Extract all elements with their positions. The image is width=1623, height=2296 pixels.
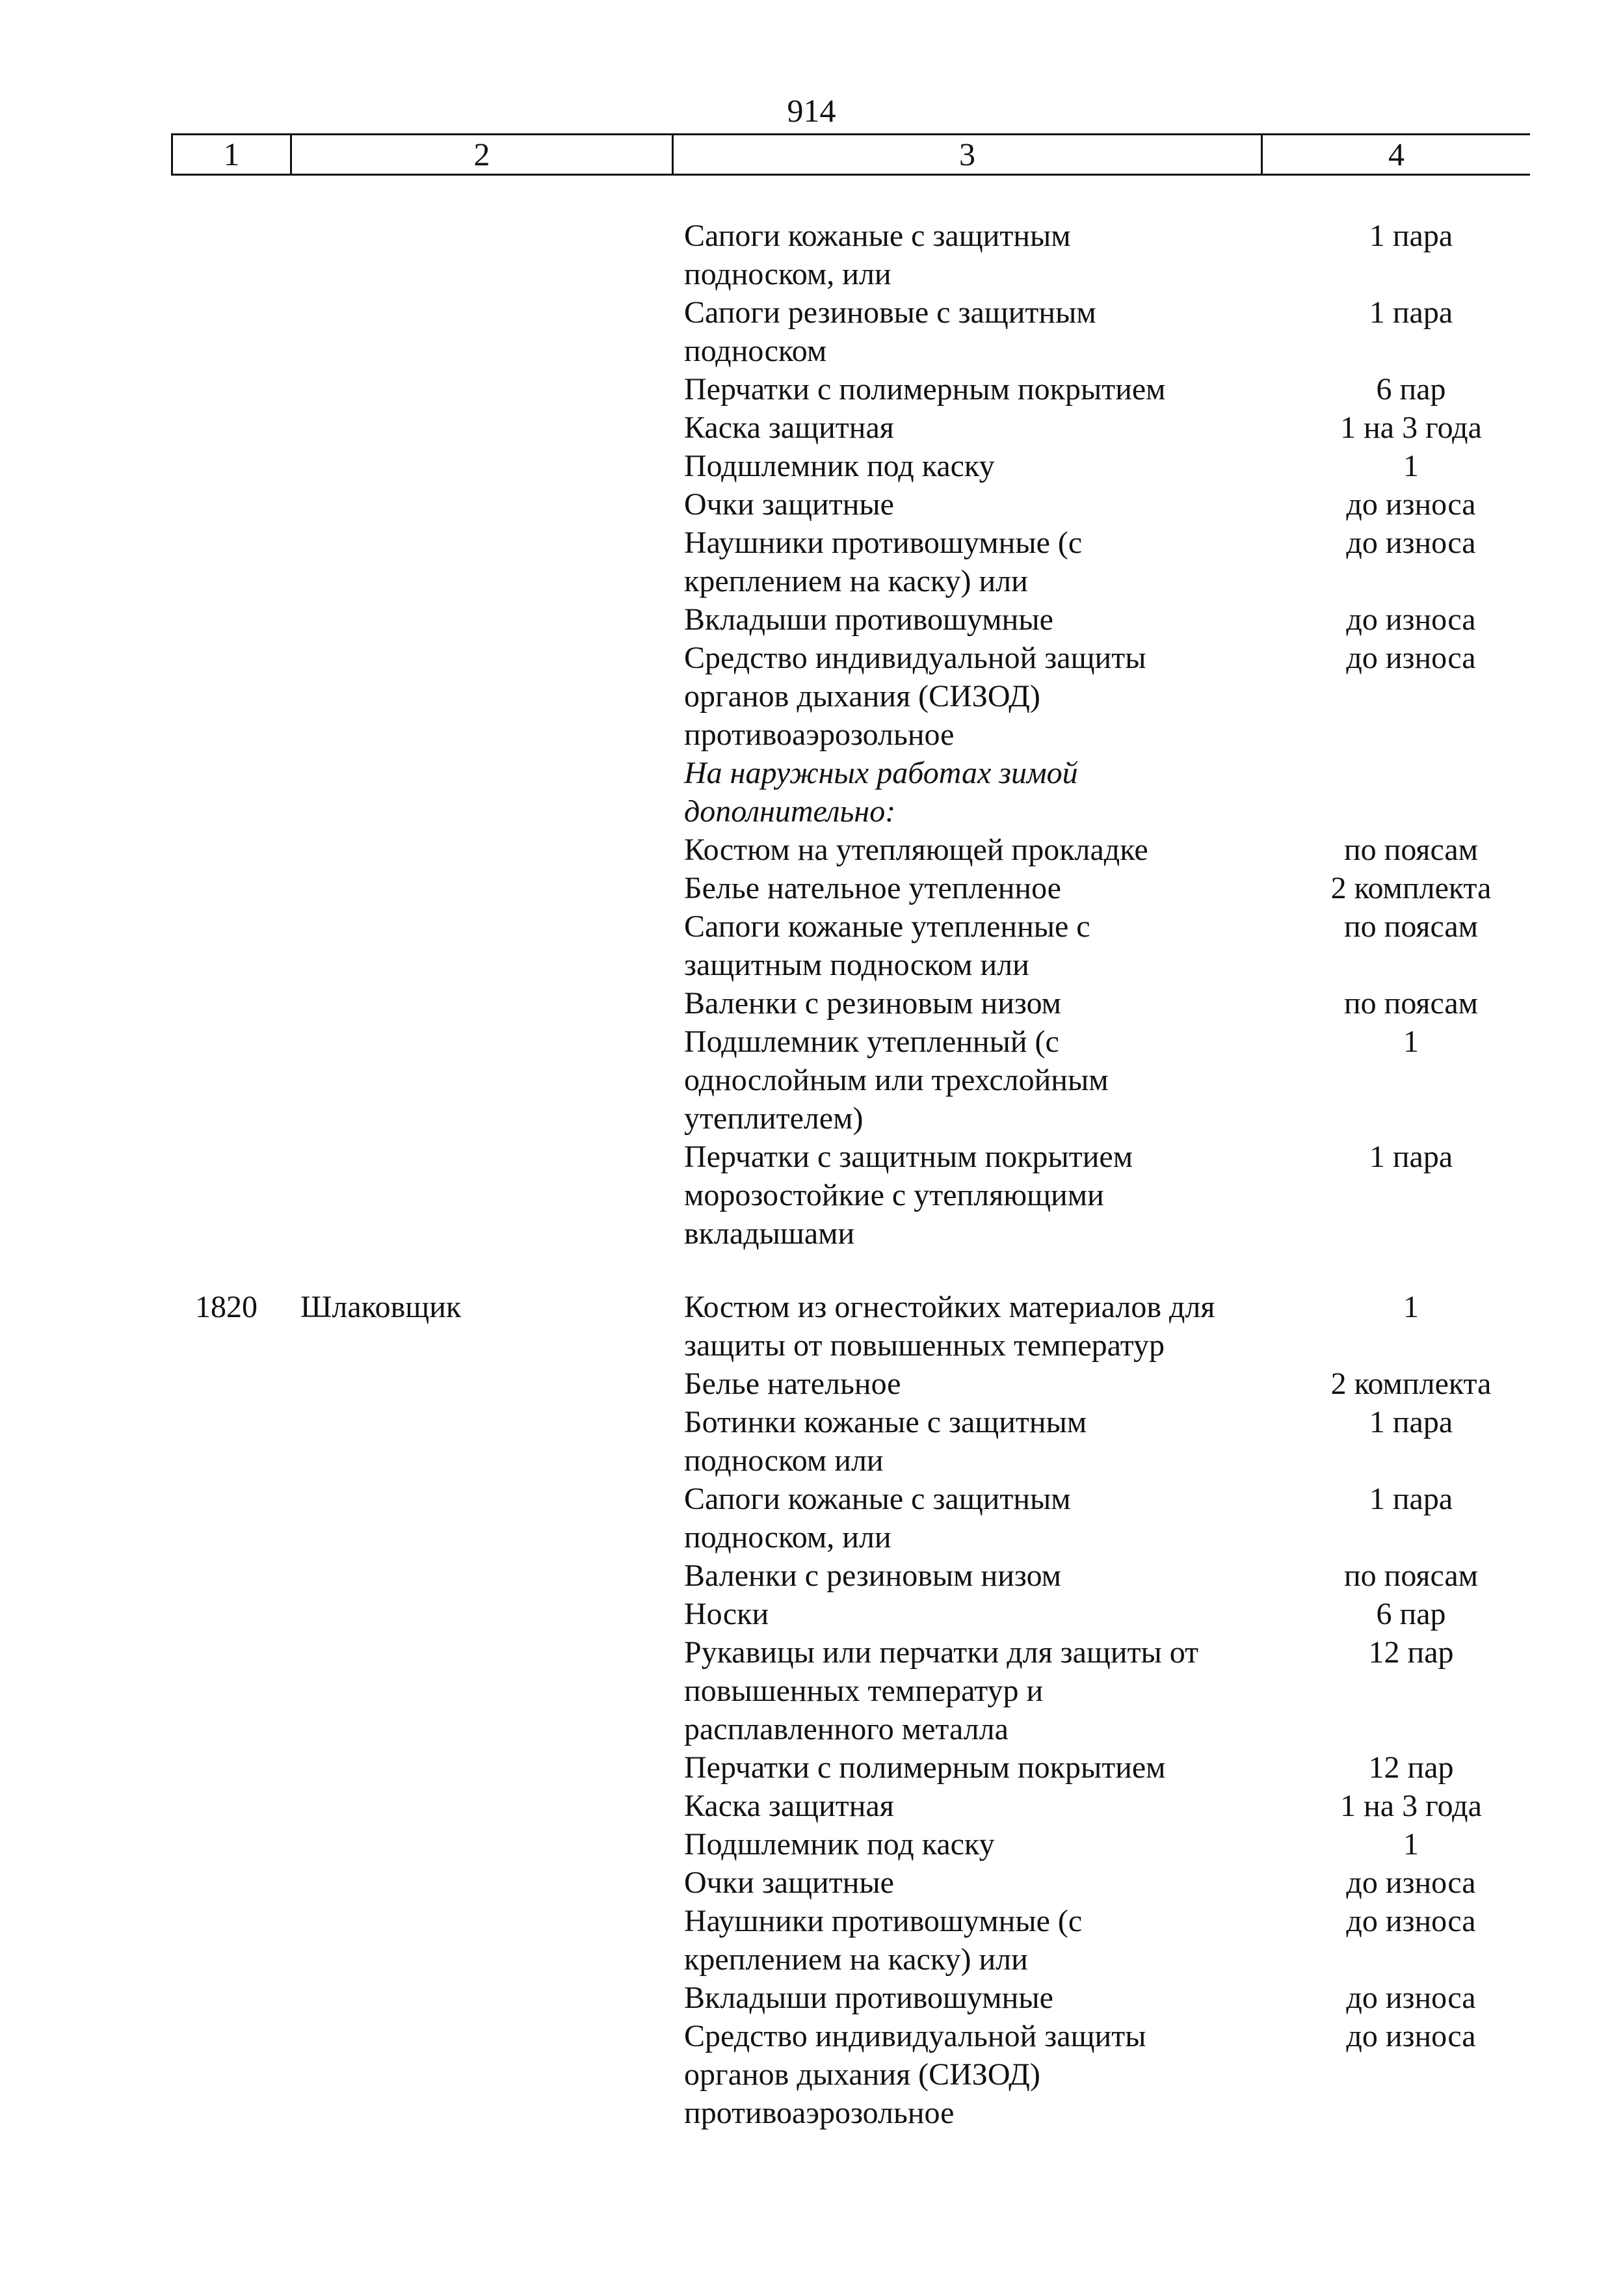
ppe-item-line: Костюм из огнестойких материалов для — [684, 1290, 1215, 1324]
issue-norm: по поясам — [1343, 909, 1479, 944]
ppe-item-line: подноском, или — [684, 257, 891, 291]
ppe-item-line: Средство индивидуальной защиты — [684, 641, 1146, 675]
ppe-item — [684, 1556, 1263, 1595]
ppe-item-line: подноском, или — [684, 1520, 891, 1555]
ppe-item-line: Наушники противошумные (с — [684, 1904, 1083, 1938]
ppe-item-line: Перчатки с защитным покрытием — [684, 1140, 1133, 1174]
issue-norm: до износа — [1346, 1904, 1476, 1938]
ppe-item — [684, 217, 1263, 293]
ppe-item-line: Подшлемник утепленный (с — [684, 1024, 1059, 1059]
issue-norm: 12 пар — [1368, 1750, 1454, 1785]
ppe-item-line: Ботинки кожаные с защитным — [684, 1405, 1087, 1439]
issue-norm: до износа — [1346, 526, 1476, 560]
issue-norm: 6 пар — [1376, 1597, 1446, 1631]
ppe-item — [684, 1022, 1263, 1138]
ppe-item — [684, 1480, 1263, 1556]
ppe-item-line: морозостойкие с утепляющими — [684, 1178, 1104, 1212]
ppe-item-line: противоаэрозольное — [684, 717, 955, 752]
ppe-item — [684, 1138, 1263, 1253]
issue-norm: 1 — [1403, 1290, 1419, 1324]
issue-norm: по поясам — [1343, 986, 1479, 1021]
ppe-item — [684, 1787, 1263, 1825]
ppe-item-line: Носки — [684, 1597, 769, 1631]
issue-norm: до износа — [1346, 602, 1476, 637]
issue-norm: до износа — [1346, 1865, 1476, 1900]
ppe-item — [684, 907, 1263, 984]
ppe-item-line: Костюм на утепляющей прокладке — [684, 833, 1148, 867]
ppe-item — [684, 1825, 1263, 1863]
ppe-item-line: Наушники противошумные (с — [684, 526, 1083, 560]
ppe-item-line: повышенных температур и — [684, 1674, 1044, 1708]
issue-norm: 1 пара — [1369, 1140, 1453, 1174]
issue-norm: 1 — [1403, 1024, 1419, 1059]
ppe-item — [684, 1979, 1263, 2017]
profession-name: Шлаковщик — [300, 1290, 462, 1324]
ppe-item-line: креплением на каску) или — [684, 1942, 1028, 1977]
page-number: 914 — [787, 92, 836, 129]
issue-norm: 1 пара — [1369, 219, 1453, 253]
issue-norm: 1 — [1403, 1827, 1419, 1862]
ppe-item-line: защиты от повышенных температур — [684, 1328, 1165, 1363]
ppe-item-line: Подшлемник под каску — [684, 1827, 995, 1862]
issue-norm: 12 пар — [1368, 1635, 1454, 1670]
issue-norm: 1 пара — [1369, 1482, 1453, 1516]
ppe-item — [684, 1403, 1263, 1480]
ppe-item — [684, 293, 1263, 370]
ppe-item — [684, 1633, 1263, 1748]
ppe-item-line: Очки защитные — [684, 1865, 894, 1900]
issue-norm: до износа — [1346, 487, 1476, 522]
ppe-item-line: расплавленного металла — [684, 1712, 1009, 1746]
section-note — [684, 754, 1263, 831]
issue-norm: по поясам — [1343, 1558, 1479, 1593]
issue-norm: 1 пара — [1369, 295, 1453, 330]
ppe-item-line: Валенки с резиновым низом — [684, 986, 1062, 1021]
ppe-item-line: органов дыхания (СИЗОД) — [684, 2057, 1040, 2092]
ppe-item-line: защитным подноском или — [684, 948, 1029, 982]
ppe-item — [684, 600, 1263, 639]
issue-norm: 2 комплекта — [1330, 871, 1492, 905]
ppe-item-line: На наружных работах зимой — [684, 756, 1078, 790]
ppe-item-line: Средство индивидуальной защиты — [684, 2019, 1146, 2053]
issue-norm: до износа — [1346, 2019, 1476, 2053]
ppe-item — [684, 1902, 1263, 1979]
ppe-item-line: креплением на каску) или — [684, 564, 1028, 598]
ppe-item — [684, 485, 1263, 524]
ppe-item-line: Белье нательное утепленное — [684, 871, 1061, 905]
table-header-row — [171, 133, 1530, 176]
ppe-item — [684, 524, 1263, 600]
ppe-item — [684, 408, 1263, 447]
issue-norm: 1 на 3 года — [1340, 410, 1482, 445]
issue-norm: по поясам — [1343, 833, 1479, 867]
ppe-item-line: Рукавицы или перчатки для защиты от — [684, 1635, 1199, 1670]
ppe-item-line: утеплителем) — [684, 1101, 864, 1136]
ppe-item — [684, 1748, 1263, 1787]
issue-norm: 6 пар — [1376, 372, 1446, 407]
ppe-item-line: Валенки с резиновым низом — [684, 1558, 1062, 1593]
ppe-item-line: противоаэрозольное — [684, 2096, 955, 2130]
ppe-item — [684, 1365, 1263, 1403]
ppe-item-line: Перчатки с полимерным покрытием — [684, 372, 1166, 407]
header-col-4: 4 — [1261, 135, 1530, 174]
ppe-item — [684, 984, 1263, 1022]
ppe-item — [684, 639, 1263, 754]
ppe-item-line: подноском или — [684, 1443, 884, 1478]
row-number: 1820 — [195, 1290, 257, 1324]
ppe-item-line: подноском — [684, 334, 827, 368]
ppe-item-line: Сапоги кожаные с защитным — [684, 1482, 1071, 1516]
header-col-1: 1 — [223, 136, 240, 172]
ppe-item — [684, 447, 1263, 485]
ppe-item-line: Каска защитная — [684, 410, 894, 445]
ppe-item — [684, 370, 1263, 408]
ppe-item-line: Подшлемник под каску — [684, 449, 995, 483]
ppe-item-line: Перчатки с полимерным покрытием — [684, 1750, 1166, 1785]
ppe-item-line: Сапоги резиновые с защитным — [684, 295, 1096, 330]
issue-norm: 1 пара — [1369, 1405, 1453, 1439]
issue-norm: 1 — [1403, 449, 1419, 483]
issue-norm: до износа — [1346, 1981, 1476, 2015]
header-col-2: 2 — [290, 135, 672, 174]
ppe-item-line: однослойным или трехслойным — [684, 1063, 1109, 1097]
ppe-item-line: Сапоги кожаные с защитным — [684, 219, 1071, 253]
ppe-item-line: Вкладыши противошумные — [684, 602, 1053, 637]
header-col-3: 3 — [672, 135, 1261, 174]
ppe-item — [684, 1288, 1263, 1365]
ppe-item — [684, 2017, 1263, 2132]
ppe-item-line: вкладышами — [684, 1216, 855, 1251]
ppe-item-line: дополнительно: — [684, 794, 896, 829]
ppe-item-line: Очки защитные — [684, 487, 894, 522]
ppe-item-line: Каска защитная — [684, 1789, 894, 1823]
ppe-item — [684, 869, 1263, 907]
ppe-item-line: Вкладыши противошумные — [684, 1981, 1053, 2015]
ppe-item — [684, 1863, 1263, 1902]
ppe-item — [684, 831, 1263, 869]
ppe-item-line: Сапоги кожаные утепленные с — [684, 909, 1090, 944]
issue-norm: до износа — [1346, 641, 1476, 675]
ppe-item-line: Белье нательное — [684, 1367, 901, 1401]
ppe-item-line: органов дыхания (СИЗОД) — [684, 679, 1040, 714]
ppe-item — [684, 1595, 1263, 1633]
issue-norm: 1 на 3 года — [1340, 1789, 1482, 1823]
issue-norm: 2 комплекта — [1330, 1367, 1492, 1401]
